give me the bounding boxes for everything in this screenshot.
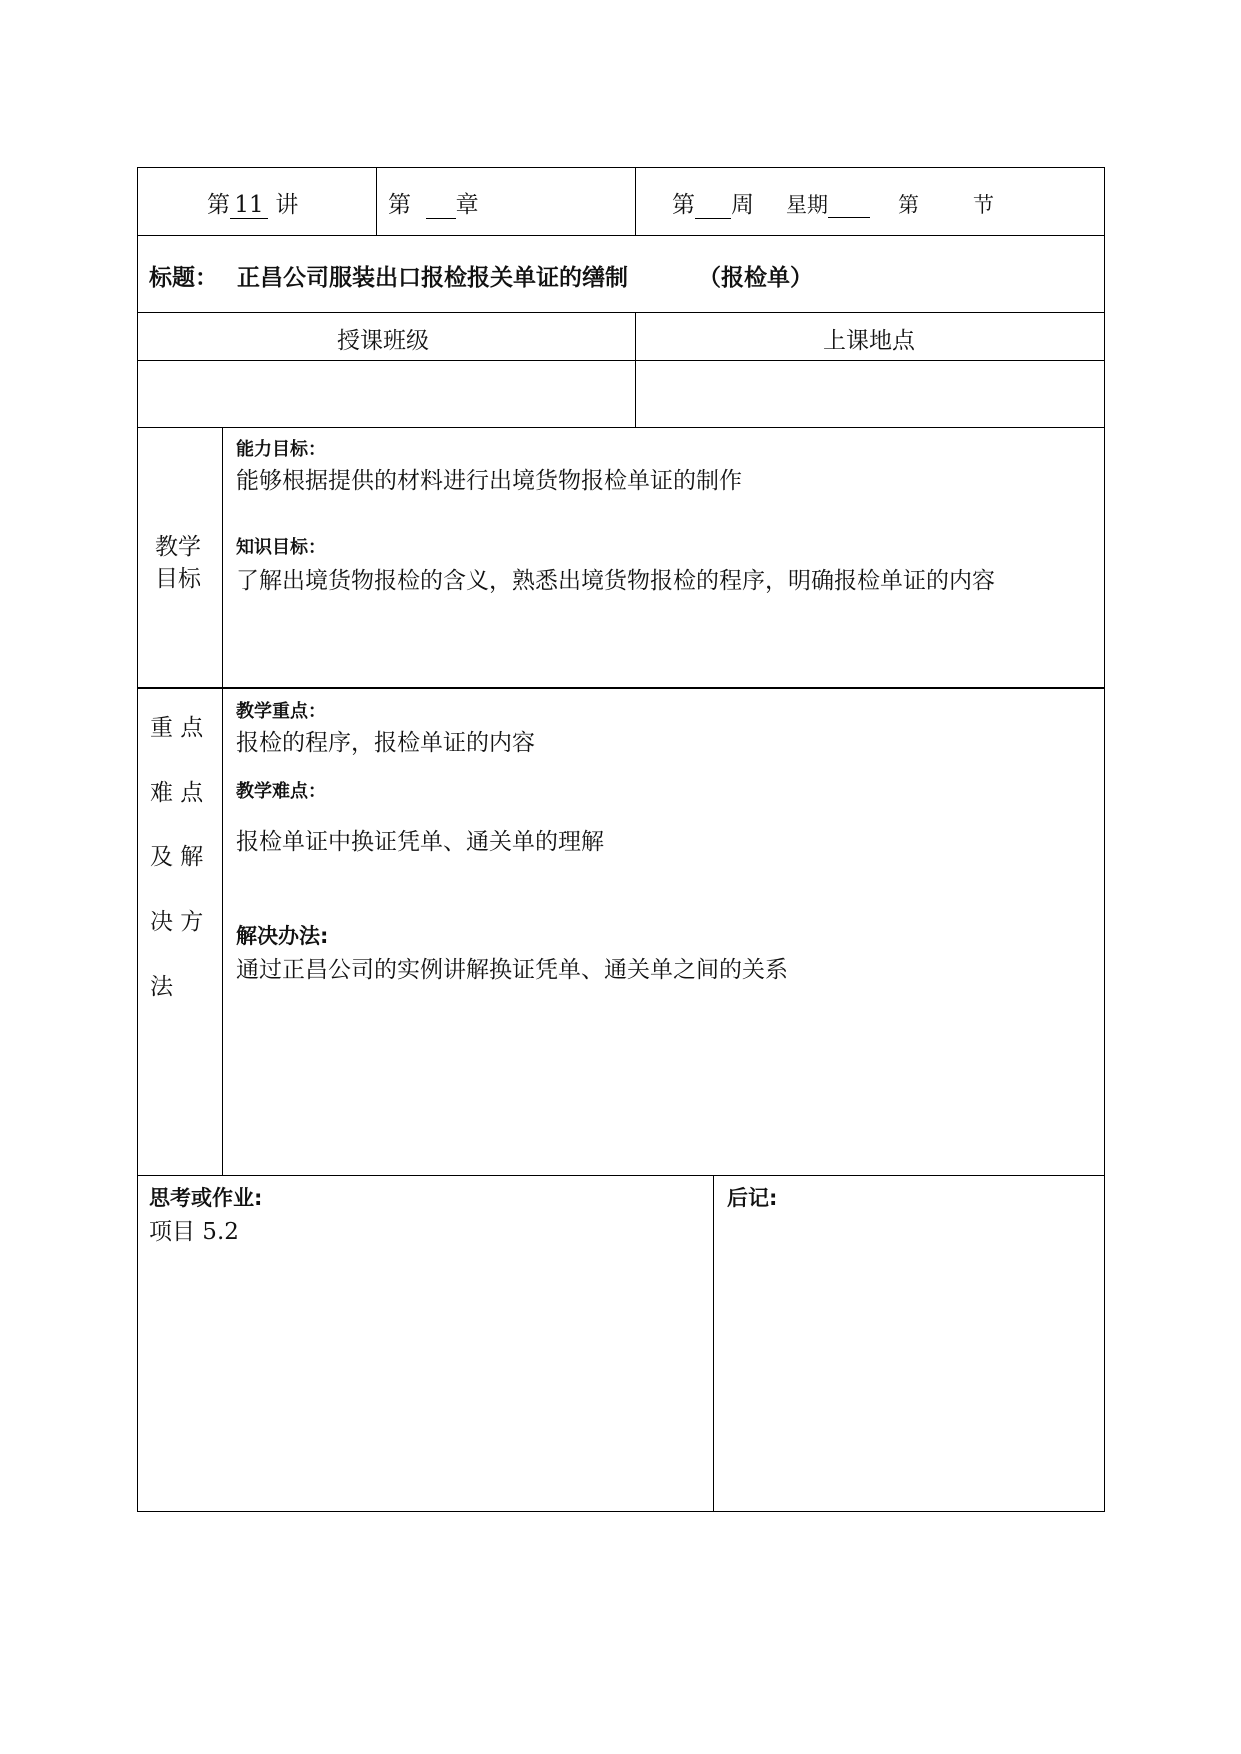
weekday-field: 星期 (786, 189, 870, 219)
solution-label: 解决办法: (236, 924, 329, 948)
homework-text: 项目 5.2 (149, 1219, 239, 1245)
page-title: 正昌公司服装出口报检报关单证的缮制 (237, 265, 628, 291)
keypoints-side-label-5: 法 (150, 974, 173, 1000)
title-label: 标题： (149, 265, 218, 291)
difficulty-text: 报检单证中换证凭单、通关单的理解 (236, 829, 604, 855)
section-suffix: 节 (973, 193, 994, 217)
lecture-number-field: 第 11 讲 (207, 192, 299, 218)
objectives-side-label-2: 目标 (155, 566, 201, 592)
homework-label: 思考或作业: (149, 1186, 263, 1210)
title-note: （报检单） (698, 265, 813, 291)
difficulty-label: 教学难点： (236, 781, 326, 802)
keypoints-side-label-2: 难 点 (150, 780, 204, 806)
section-prefix: 第 (898, 193, 919, 217)
class-label: 授课班级 (337, 328, 429, 354)
chapter-blank (426, 193, 456, 219)
weekday-blank (828, 194, 870, 218)
keypoints-side-label-4: 决 方 (150, 909, 204, 935)
ability-objective-text: 能够根据提供的材料进行出境货物报检单证的制作 (236, 468, 742, 494)
lecture-number: 11 (230, 193, 268, 219)
focus-text: 报检的程序，报检单证的内容 (236, 730, 535, 756)
focus-label: 教学重点： (236, 701, 326, 722)
solution-text: 通过正昌公司的实例讲解换证凭单、通关单之间的关系 (236, 957, 788, 983)
week-field: 第 周 (672, 192, 754, 218)
week-blank (695, 193, 731, 219)
keypoints-side-label-3: 及 解 (150, 844, 204, 870)
ability-objective-label: 能力目标： (236, 439, 326, 460)
objectives-side-label-1: 教学 (155, 534, 201, 560)
location-label: 上课地点 (823, 328, 915, 354)
knowledge-objective-text: 了解出境货物报检的含义，熟悉出境货物报检的程序，明确报检单证的内容 (236, 568, 995, 594)
keypoints-side-label-1: 重 点 (150, 715, 204, 741)
postscript-label: 后记: (727, 1186, 778, 1210)
knowledge-objective-label: 知识目标： (236, 537, 326, 558)
chapter-field: 第 章 (388, 192, 479, 218)
